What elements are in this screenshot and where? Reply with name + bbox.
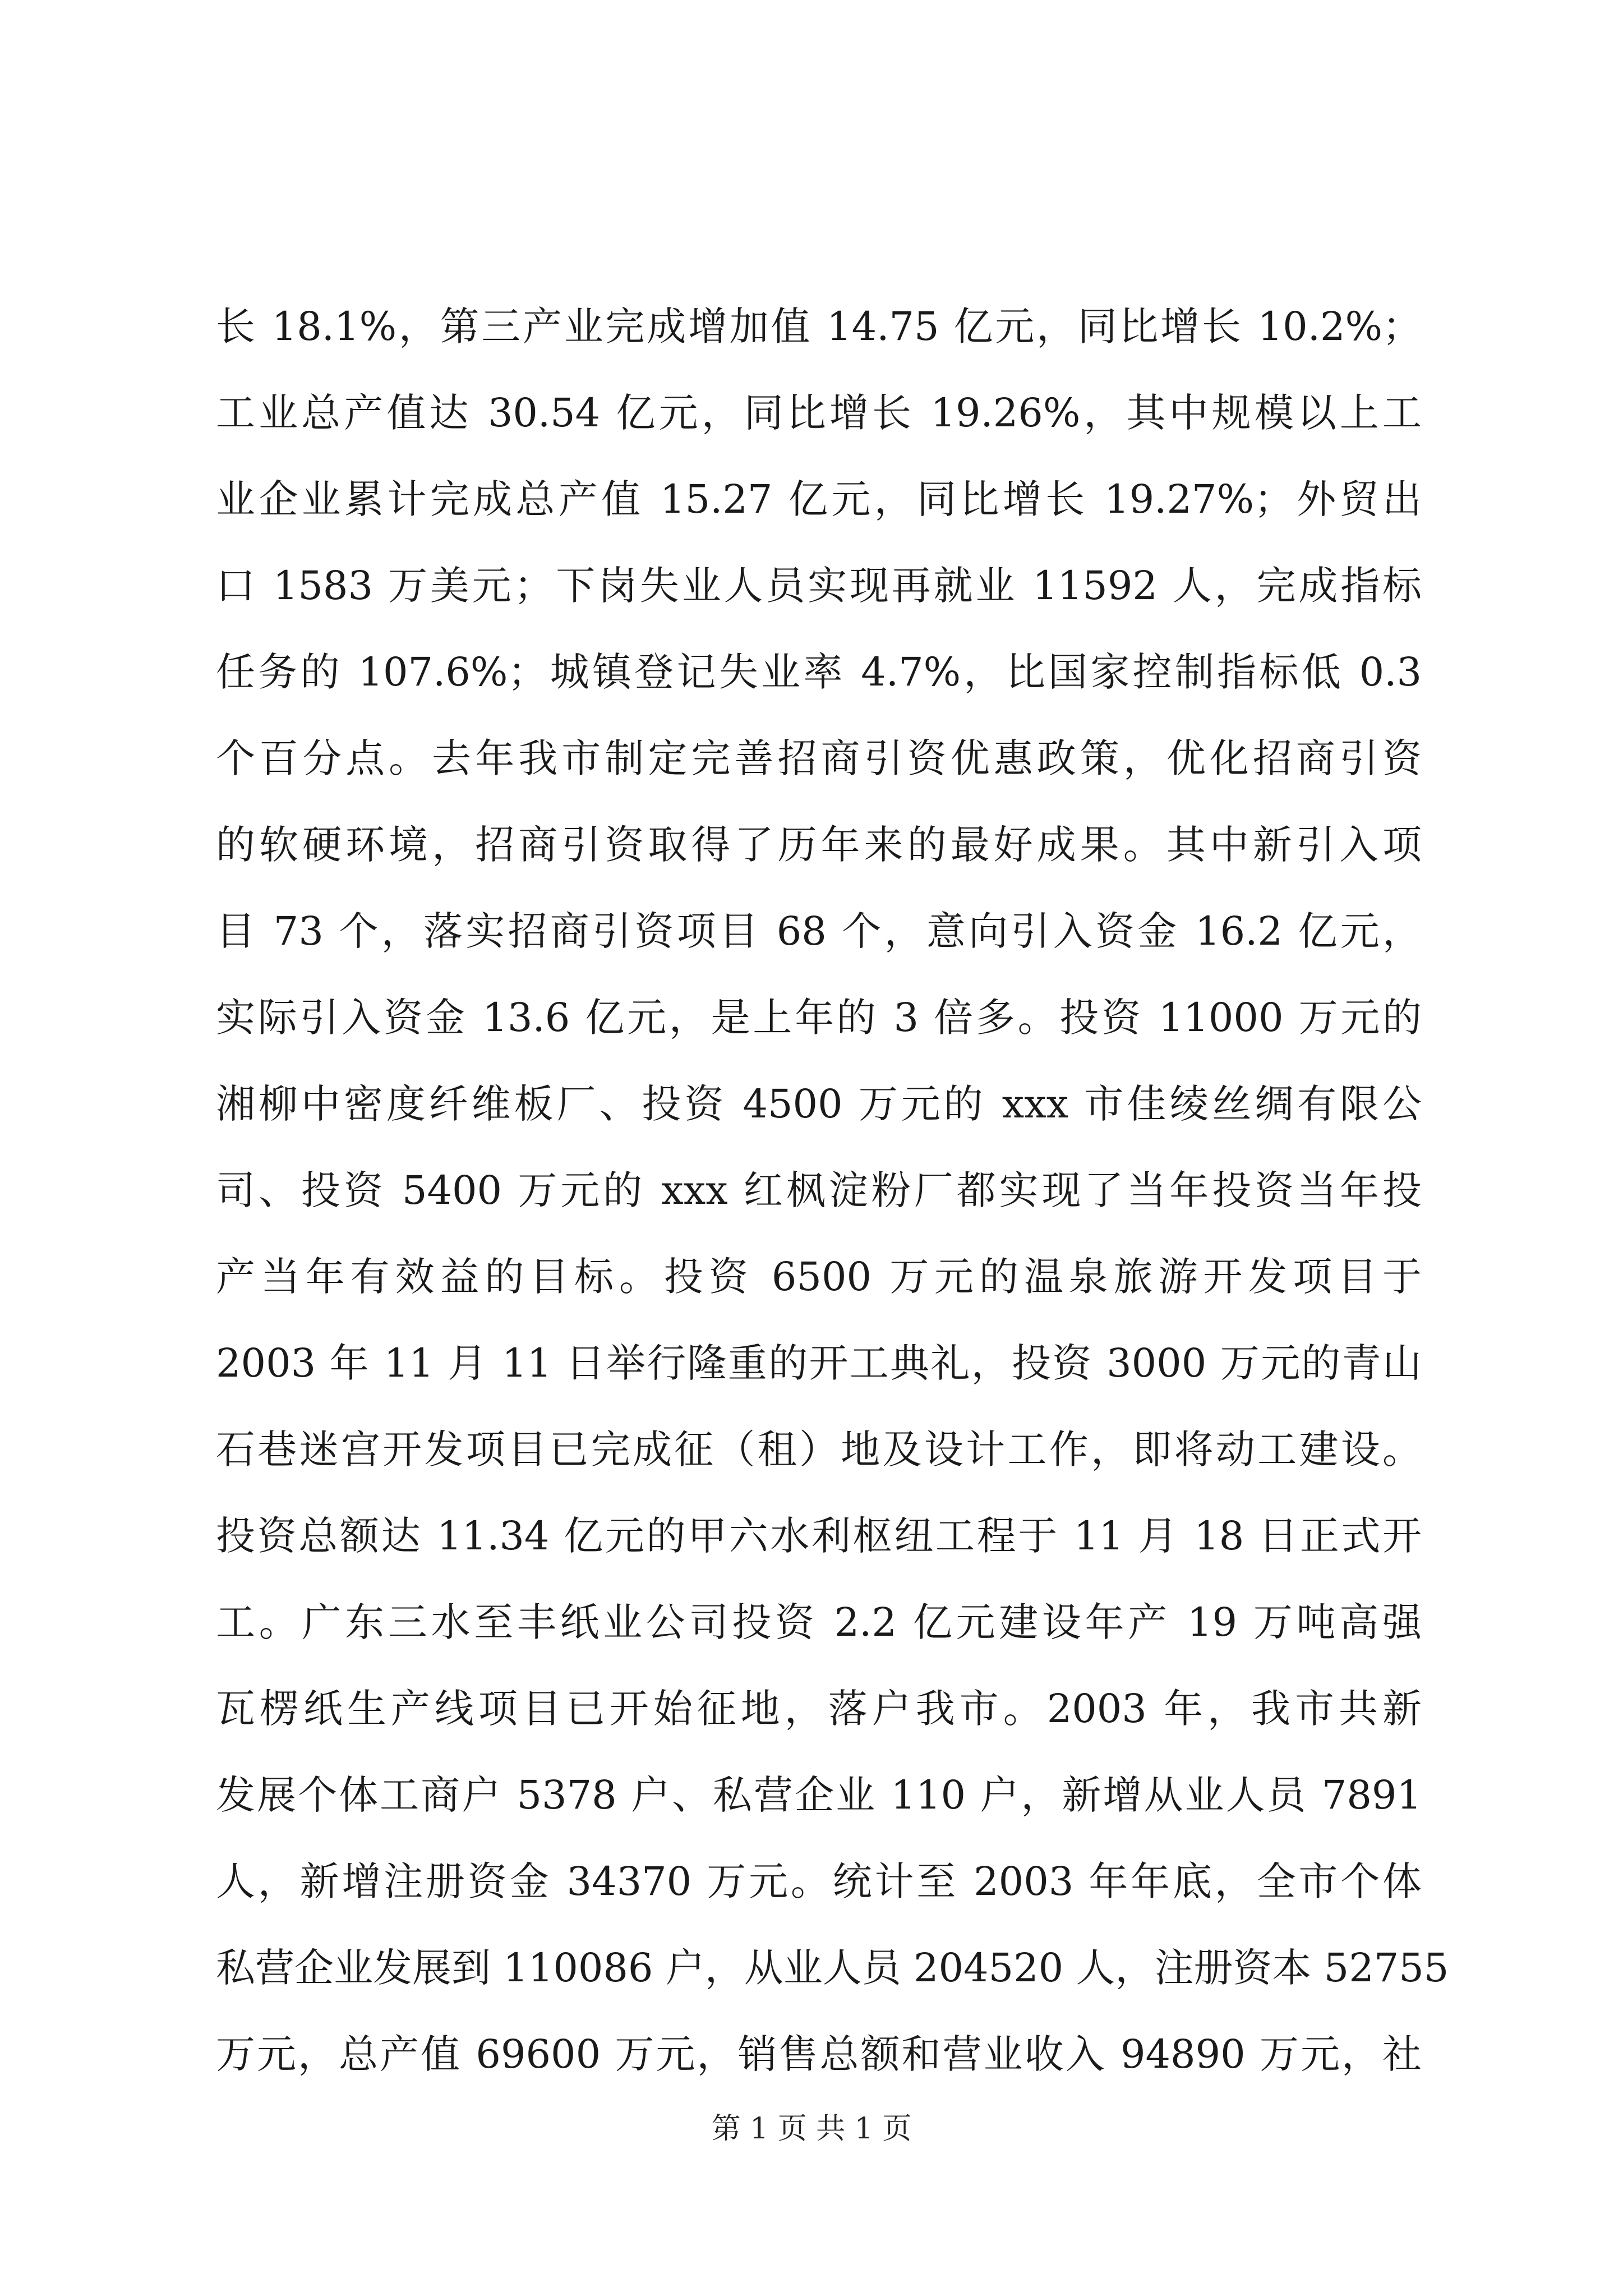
text-line: 湘柳中密度纤维板厂、投资 4500 万元的 xxx 市佳绫丝绸有限公 (216, 1081, 1422, 1127)
text-line: 口 1583 万美元；下岗失业人员实现再就业 11592 人，完成指标 (216, 563, 1422, 609)
text-line: 产当年有效益的目标。投资 6500 万元的温泉旅游开发项目于 (216, 1254, 1422, 1300)
body-text (216, 283, 1449, 2097)
text-line: 任务的 107.6%；城镇登记失业率 4.7%，比国家控制指标低 0.3 (216, 649, 1422, 695)
text-line: 业企业累计完成总产值 15.27 亿元，同比增长 19.27%；外贸出 (216, 476, 1422, 522)
text-line: 工业总产值达 30.54 亿元，同比增长 19.26%，其中规模以上工 (216, 390, 1422, 436)
text-line: 长 18.1%，第三产业完成增加值 14.75 亿元，同比增长 10.2%； (216, 303, 1422, 349)
text-line: 目 73 个，落实招商引资项目 68 个，意向引入资金 16.2 亿元， (216, 908, 1422, 954)
text-line: 瓦楞纸生产线项目已开始征地，落户我市。2003 年，我市共新 (216, 1686, 1422, 1732)
text-line: 工。广东三水至丰纸业公司投资 2.2 亿元建设年产 19 万吨高强 (216, 1599, 1422, 1645)
text-line: 万元，总产值 69600 万元，销售总额和营业收入 94890 万元，社 (216, 2031, 1422, 2077)
text-line: 实际引入资金 13.6 亿元，是上年的 3 倍多。投资 11000 万元的 (216, 995, 1422, 1041)
text-line: 私营企业发展到 110086 户，从业人员 204520 人，注册资本 52755 (216, 1945, 1449, 1991)
text-line: 司、投资 5400 万元的 xxx 红枫淀粉厂都实现了当年投资当年投 (216, 1167, 1422, 1213)
text-line: 的软硬环境，招商引资取得了历年来的最好成果。其中新引入项 (216, 822, 1422, 868)
text-line: 2003 年 11 月 11 日举行隆重的开工典礼，投资 3000 万元的青山 (216, 1340, 1422, 1386)
text-line: 投资总额达 11.34 亿元的甲六水利枢纽工程于 11 月 18 日正式开 (216, 1513, 1422, 1559)
text-line: 人，新增注册资金 34370 万元。统计至 2003 年年底，全市个体 (216, 1858, 1422, 1904)
text-line: 发展个体工商户 5378 户、私营企业 110 户，新增从业人员 7891 (216, 1772, 1422, 1818)
text-line: 个百分点。去年我市制定完善招商引资优惠政策，优化招商引资 (216, 735, 1422, 781)
text-line: 石巷迷宫开发项目已完成征（租）地及设计工作，即将动工建设。 (216, 1427, 1422, 1473)
page-footer: 第 1 页 共 1 页 (711, 2112, 912, 2146)
